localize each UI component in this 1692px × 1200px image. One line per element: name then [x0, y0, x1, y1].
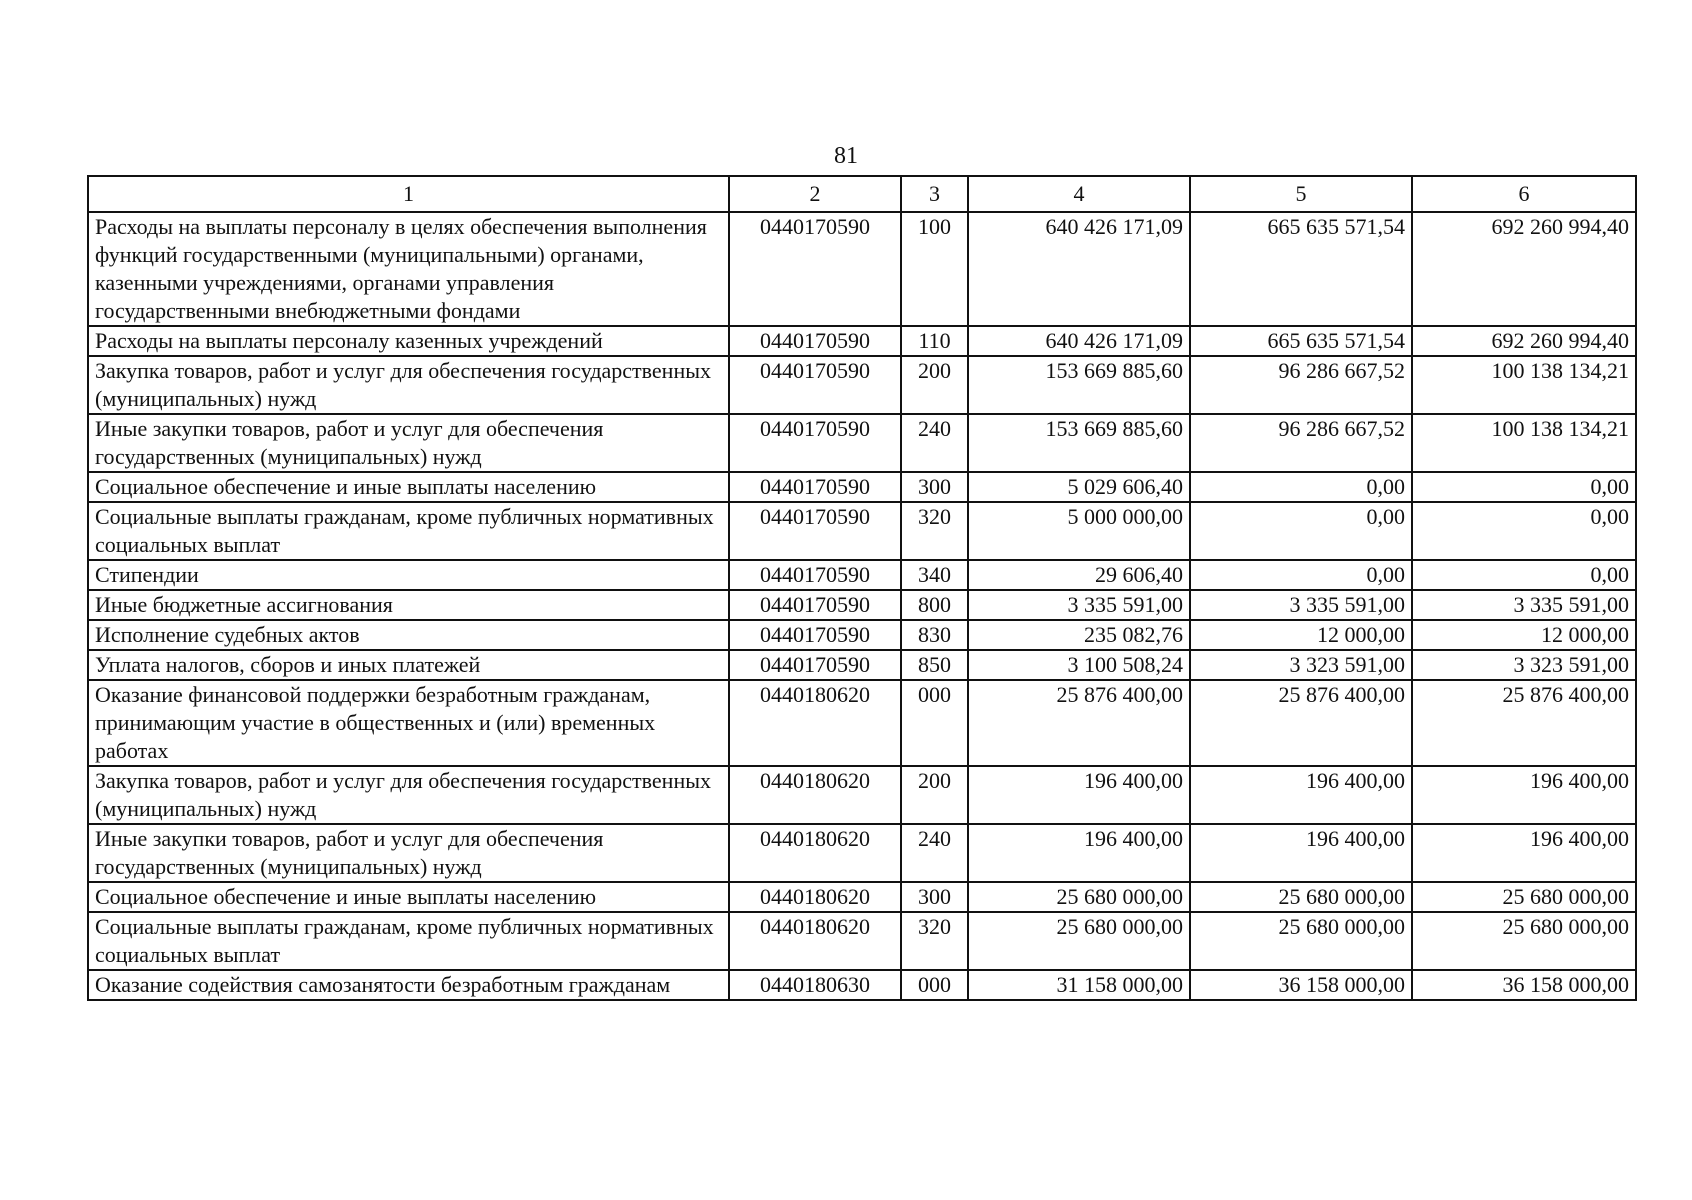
amount-col-6: 100 138 134,21 [1412, 356, 1636, 414]
budget-table [87, 175, 1637, 1001]
amount-col-6: 0,00 [1412, 472, 1636, 502]
expense-type-code: 200 [901, 766, 968, 824]
amount-col-4: 29 606,40 [968, 560, 1190, 590]
expense-type-code: 800 [901, 590, 968, 620]
expense-name: Иные закупки товаров, работ и услуг для обеспечения государственных (муниципальных) нужд [88, 414, 729, 472]
table-row [88, 620, 1636, 650]
target-article-code: 0440170590 [729, 326, 901, 356]
amount-col-4: 640 426 171,09 [968, 212, 1190, 326]
amount-col-6: 25 680 000,00 [1412, 912, 1636, 970]
expense-type-code: 200 [901, 356, 968, 414]
expense-name: Уплата налогов, сборов и иных платежей [88, 650, 729, 680]
target-article-code: 0440180620 [729, 680, 901, 766]
amount-col-5: 0,00 [1190, 560, 1412, 590]
table-row [88, 590, 1636, 620]
expense-name: Расходы на выплаты персоналу казенных учреждений [88, 326, 729, 356]
column-header-6: 6 [1412, 176, 1636, 212]
expense-type-code: 240 [901, 824, 968, 882]
amount-col-5: 3 323 591,00 [1190, 650, 1412, 680]
column-header-5: 5 [1190, 176, 1412, 212]
amount-col-6: 0,00 [1412, 502, 1636, 560]
expense-name: Оказание содействия самозанятости безработным гражданам [88, 970, 729, 1000]
amount-col-4: 31 158 000,00 [968, 970, 1190, 1000]
amount-col-5: 665 635 571,54 [1190, 212, 1412, 326]
amount-col-4: 235 082,76 [968, 620, 1190, 650]
table-row [88, 912, 1636, 970]
expense-name: Расходы на выплаты персоналу в целях обеспечения выполнения функций государственными (муниципальными) органами, казенными учреждениями, органами управления государственными внебюджетными фондами [88, 212, 729, 326]
amount-col-4: 25 680 000,00 [968, 882, 1190, 912]
expense-type-code: 850 [901, 650, 968, 680]
expense-type-code: 340 [901, 560, 968, 590]
column-header-4: 4 [968, 176, 1190, 212]
table-row [88, 824, 1636, 882]
amount-col-4: 640 426 171,09 [968, 326, 1190, 356]
table-row [88, 560, 1636, 590]
table-row [88, 212, 1636, 326]
expense-type-code: 830 [901, 620, 968, 650]
target-article-code: 0440180620 [729, 882, 901, 912]
amount-col-6: 25 680 000,00 [1412, 882, 1636, 912]
amount-col-4: 5 029 606,40 [968, 472, 1190, 502]
expense-name: Стипендии [88, 560, 729, 590]
expense-type-code: 300 [901, 472, 968, 502]
expense-type-code: 320 [901, 912, 968, 970]
expense-name: Социальное обеспечение и иные выплаты населению [88, 472, 729, 502]
table-header-row [88, 176, 1636, 212]
amount-col-6: 100 138 134,21 [1412, 414, 1636, 472]
amount-col-4: 25 680 000,00 [968, 912, 1190, 970]
amount-col-5: 0,00 [1190, 472, 1412, 502]
table-row [88, 650, 1636, 680]
target-article-code: 0440170590 [729, 414, 901, 472]
amount-col-5: 36 158 000,00 [1190, 970, 1412, 1000]
expense-name: Закупка товаров, работ и услуг для обеспечения государственных (муниципальных) нужд [88, 766, 729, 824]
expense-type-code: 100 [901, 212, 968, 326]
expense-name: Иные бюджетные ассигнования [88, 590, 729, 620]
target-article-code: 0440170590 [729, 212, 901, 326]
expense-name: Социальное обеспечение и иные выплаты населению [88, 882, 729, 912]
expense-type-code: 110 [901, 326, 968, 356]
amount-col-5: 3 335 591,00 [1190, 590, 1412, 620]
target-article-code: 0440170590 [729, 472, 901, 502]
expense-name: Социальные выплаты гражданам, кроме публичных нормативных социальных выплат [88, 912, 729, 970]
expense-type-code: 000 [901, 970, 968, 1000]
table-row [88, 680, 1636, 766]
expense-type-code: 320 [901, 502, 968, 560]
table-row [88, 882, 1636, 912]
amount-col-6: 692 260 994,40 [1412, 326, 1636, 356]
page-number: 81 [834, 143, 858, 169]
expense-type-code: 240 [901, 414, 968, 472]
amount-col-6: 692 260 994,40 [1412, 212, 1636, 326]
expense-name: Закупка товаров, работ и услуг для обеспечения государственных (муниципальных) нужд [88, 356, 729, 414]
amount-col-6: 3 323 591,00 [1412, 650, 1636, 680]
amount-col-6: 3 335 591,00 [1412, 590, 1636, 620]
amount-col-5: 0,00 [1190, 502, 1412, 560]
amount-col-4: 5 000 000,00 [968, 502, 1190, 560]
table-row [88, 326, 1636, 356]
table-row [88, 472, 1636, 502]
expense-type-code: 000 [901, 680, 968, 766]
amount-col-4: 3 335 591,00 [968, 590, 1190, 620]
amount-col-5: 25 680 000,00 [1190, 882, 1412, 912]
amount-col-5: 196 400,00 [1190, 824, 1412, 882]
target-article-code: 0440180620 [729, 912, 901, 970]
expense-type-code: 300 [901, 882, 968, 912]
table-row [88, 502, 1636, 560]
target-article-code: 0440170590 [729, 560, 901, 590]
amount-col-4: 196 400,00 [968, 824, 1190, 882]
column-header-2: 2 [729, 176, 901, 212]
expense-name: Социальные выплаты гражданам, кроме публичных нормативных социальных выплат [88, 502, 729, 560]
target-article-code: 0440170590 [729, 502, 901, 560]
amount-col-5: 96 286 667,52 [1190, 356, 1412, 414]
target-article-code: 0440180620 [729, 766, 901, 824]
target-article-code: 0440180630 [729, 970, 901, 1000]
amount-col-5: 25 680 000,00 [1190, 912, 1412, 970]
target-article-code: 0440180620 [729, 824, 901, 882]
amount-col-4: 153 669 885,60 [968, 356, 1190, 414]
target-article-code: 0440170590 [729, 620, 901, 650]
amount-col-5: 665 635 571,54 [1190, 326, 1412, 356]
amount-col-4: 196 400,00 [968, 766, 1190, 824]
amount-col-6: 12 000,00 [1412, 620, 1636, 650]
table-row [88, 414, 1636, 472]
amount-col-5: 12 000,00 [1190, 620, 1412, 650]
amount-col-4: 153 669 885,60 [968, 414, 1190, 472]
table-row [88, 356, 1636, 414]
amount-col-6: 25 876 400,00 [1412, 680, 1636, 766]
table-row [88, 970, 1636, 1000]
amount-col-6: 0,00 [1412, 560, 1636, 590]
amount-col-6: 196 400,00 [1412, 766, 1636, 824]
amount-col-5: 196 400,00 [1190, 766, 1412, 824]
column-header-1: 1 [88, 176, 729, 212]
amount-col-4: 25 876 400,00 [968, 680, 1190, 766]
target-article-code: 0440170590 [729, 590, 901, 620]
amount-col-6: 196 400,00 [1412, 824, 1636, 882]
column-header-3: 3 [901, 176, 968, 212]
amount-col-5: 25 876 400,00 [1190, 680, 1412, 766]
amount-col-4: 3 100 508,24 [968, 650, 1190, 680]
target-article-code: 0440170590 [729, 356, 901, 414]
expense-name: Исполнение судебных актов [88, 620, 729, 650]
expense-name: Иные закупки товаров, работ и услуг для обеспечения государственных (муниципальных) нужд [88, 824, 729, 882]
target-article-code: 0440170590 [729, 650, 901, 680]
table-row [88, 766, 1636, 824]
amount-col-6: 36 158 000,00 [1412, 970, 1636, 1000]
expense-name: Оказание финансовой поддержки безработным гражданам, принимающим участие в общественных и (или) временных работах [88, 680, 729, 766]
amount-col-5: 96 286 667,52 [1190, 414, 1412, 472]
